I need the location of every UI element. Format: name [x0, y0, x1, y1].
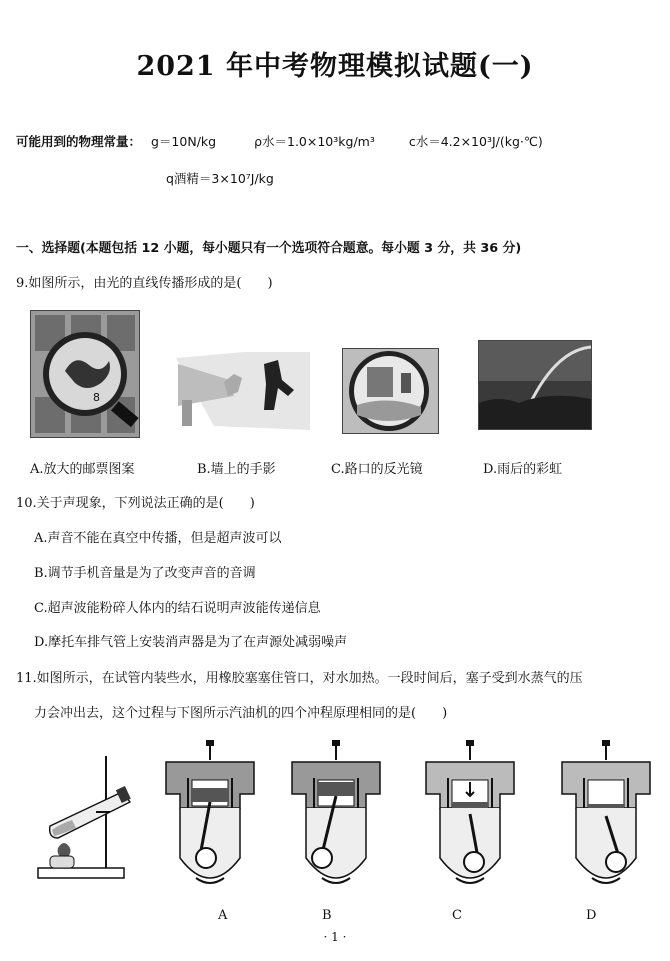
q9-option-d: D.雨后的彩虹: [483, 462, 563, 477]
svg-text:8: 8: [93, 391, 100, 404]
question-9-stem: 9.如图所示，由光的直线传播形成的是( ): [16, 276, 273, 291]
engine-label-a: A: [218, 908, 228, 923]
q10-option-c: C.超声波能粉碎人体内的结石说明声波能传递信息: [34, 601, 321, 616]
constant-c-water: c水＝4.2×10³J/(kg·℃): [408, 134, 543, 149]
question-11-line2: 力会冲出去，这个过程与下图所示汽油机的四个冲程原理相同的是( ): [34, 706, 448, 721]
page-number: · 1 ·: [323, 930, 347, 944]
question-11-line1: 11.如图所示，在试管内装些水，用橡胶塞塞住管口，对水加热。一段时间后，塞子受到水蒸气的压: [16, 671, 583, 686]
stamp-magnifier-image: [30, 310, 140, 438]
q9-option-a: A.放大的邮票图案: [30, 462, 135, 477]
constant-g: g＝10N/kg: [151, 134, 217, 149]
section-header: 一、选择题(本题包括 12 小题，每小题只有一个选项符合题意。每小题 3 分，共 36 分): [16, 241, 522, 256]
constant-rho-water: ρ水＝1.0×10³kg/m³: [254, 134, 375, 149]
engine-label-b: B: [322, 908, 332, 923]
constant-q-alcohol: q酒精＝3×10⁷J/kg: [166, 171, 274, 186]
q10-option-d: D.摩托车排气管上安装消声器是为了在声源处减弱噪声: [34, 635, 348, 650]
test-tube-heating-figure: [36, 752, 132, 882]
engine-label-c: C: [452, 908, 462, 923]
rainbow-image: [478, 340, 592, 430]
engine-stroke-a: [160, 738, 260, 898]
engine-stroke-b: [286, 738, 386, 898]
question-10-stem: 10.关于声现象，下列说法正确的是( ): [16, 496, 255, 511]
engine-label-d: D: [586, 908, 597, 923]
convex-mirror-image: [342, 348, 439, 434]
q10-option-b: B.调节手机音量是为了改变声音的音调: [34, 566, 256, 581]
engine-stroke-d: [556, 738, 656, 898]
q10-option-a: A.声音不能在真空中传播，但是超声波可以: [34, 531, 282, 546]
hand-shadow-image: [174, 350, 312, 434]
constants-label: 可能用到的物理常量：: [16, 134, 142, 149]
q9-option-b: B.墙上的手影: [197, 462, 276, 477]
physics-constants: [16, 132, 543, 150]
engine-stroke-c: [420, 738, 520, 898]
page-title: 2021 年中考物理模拟试题(一): [136, 51, 534, 82]
q9-option-c: C.路口的反光镜: [331, 462, 423, 477]
